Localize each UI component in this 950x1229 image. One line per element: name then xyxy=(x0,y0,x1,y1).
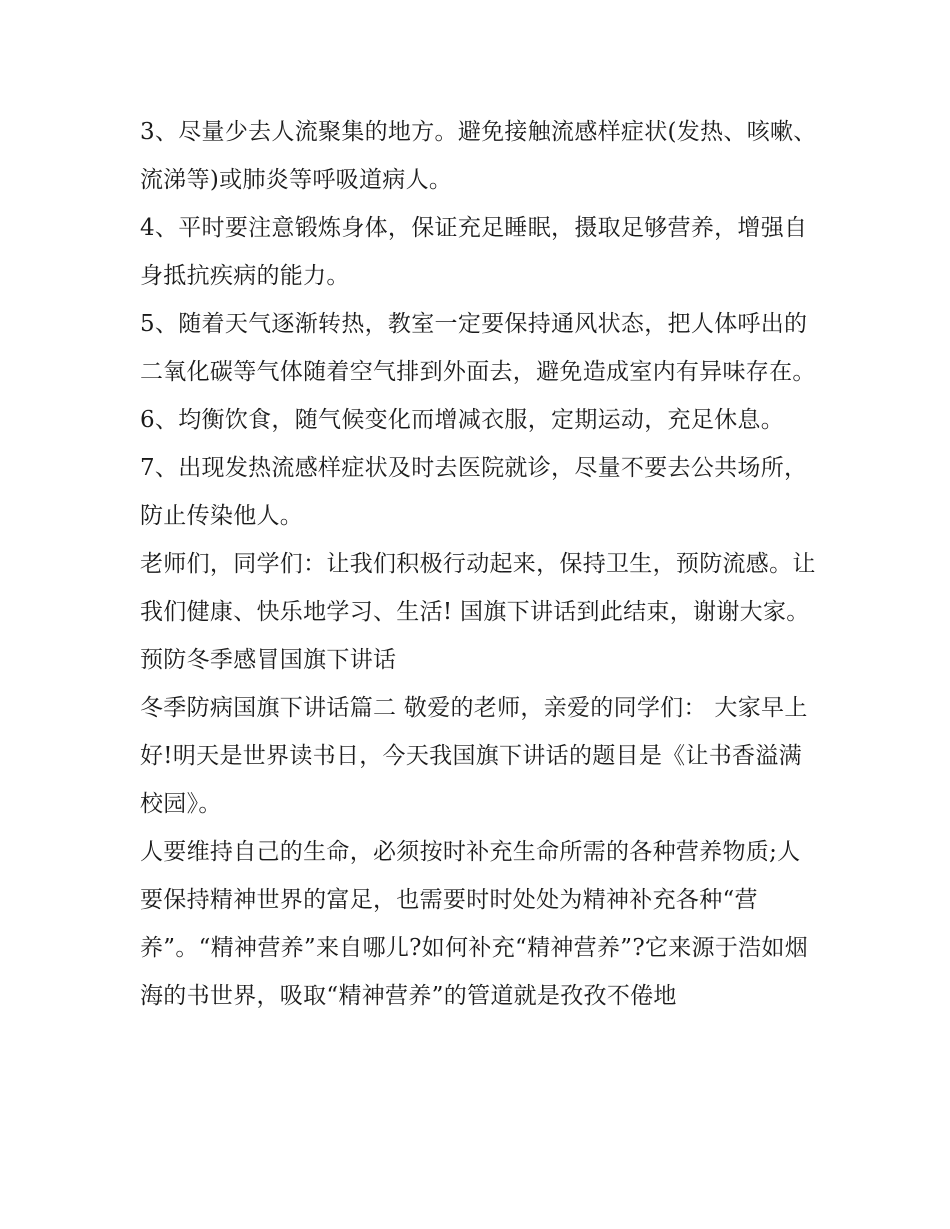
paragraph-closing: 老师们，同学们：让我们积极行动起来，保持卫生，预防流感。让我们健康、快乐地学习、生活! 国旗下讲话到此结束，谢谢大家。 预防冬季感冒国旗下讲话 xyxy=(140,551,816,673)
paragraph-item-5: 5、随着天气逐渐转热，教室一定要保持通风状态，把人体呼出的二氧化碳等气体随着空气排到外面去，避免造成室内有异味存在。 xyxy=(140,311,816,385)
document-page xyxy=(140,108,820,1020)
paragraph-item-6-7: 6、均衡饮食，随气候变化而增减衣服，定期运动，充足休息。 7、出现发热流感样症状及时去医院就诊，尽量不要去公共场所，防止传染他人。 xyxy=(140,407,808,529)
paragraph-spiritual-nutrition: 人要维持自己的生命，必须按时补充生命所需的各种营养物质;人要保持精神世界的富足，也需要时时处处为精神补充各种“营养”。“精神营养”来自哪儿?如何补充“精神营养”?它来源于浩如烟海的书世界，吸取“精神营养”的管道就是孜孜不倦地 xyxy=(140,839,809,1009)
paragraph-speech-two-intro: 冬季防病国旗下讲话篇二 敬爱的老师，亲爱的同学们： 大家早上好!明天是世界读书日，今天我国旗下讲话的题目是《让书香溢满校园》。 xyxy=(140,695,808,817)
paragraph-item-3: 3、尽量少去人流聚集的地方。避免接触流感样症状(发热、咳嗽、流涕等)或肺炎等呼吸道病人。 xyxy=(140,119,817,193)
paragraph-item-4: 4、平时要注意锻炼身体，保证充足睡眠，摄取足够营养，增强自身抵抗疾病的能力。 xyxy=(140,215,808,289)
